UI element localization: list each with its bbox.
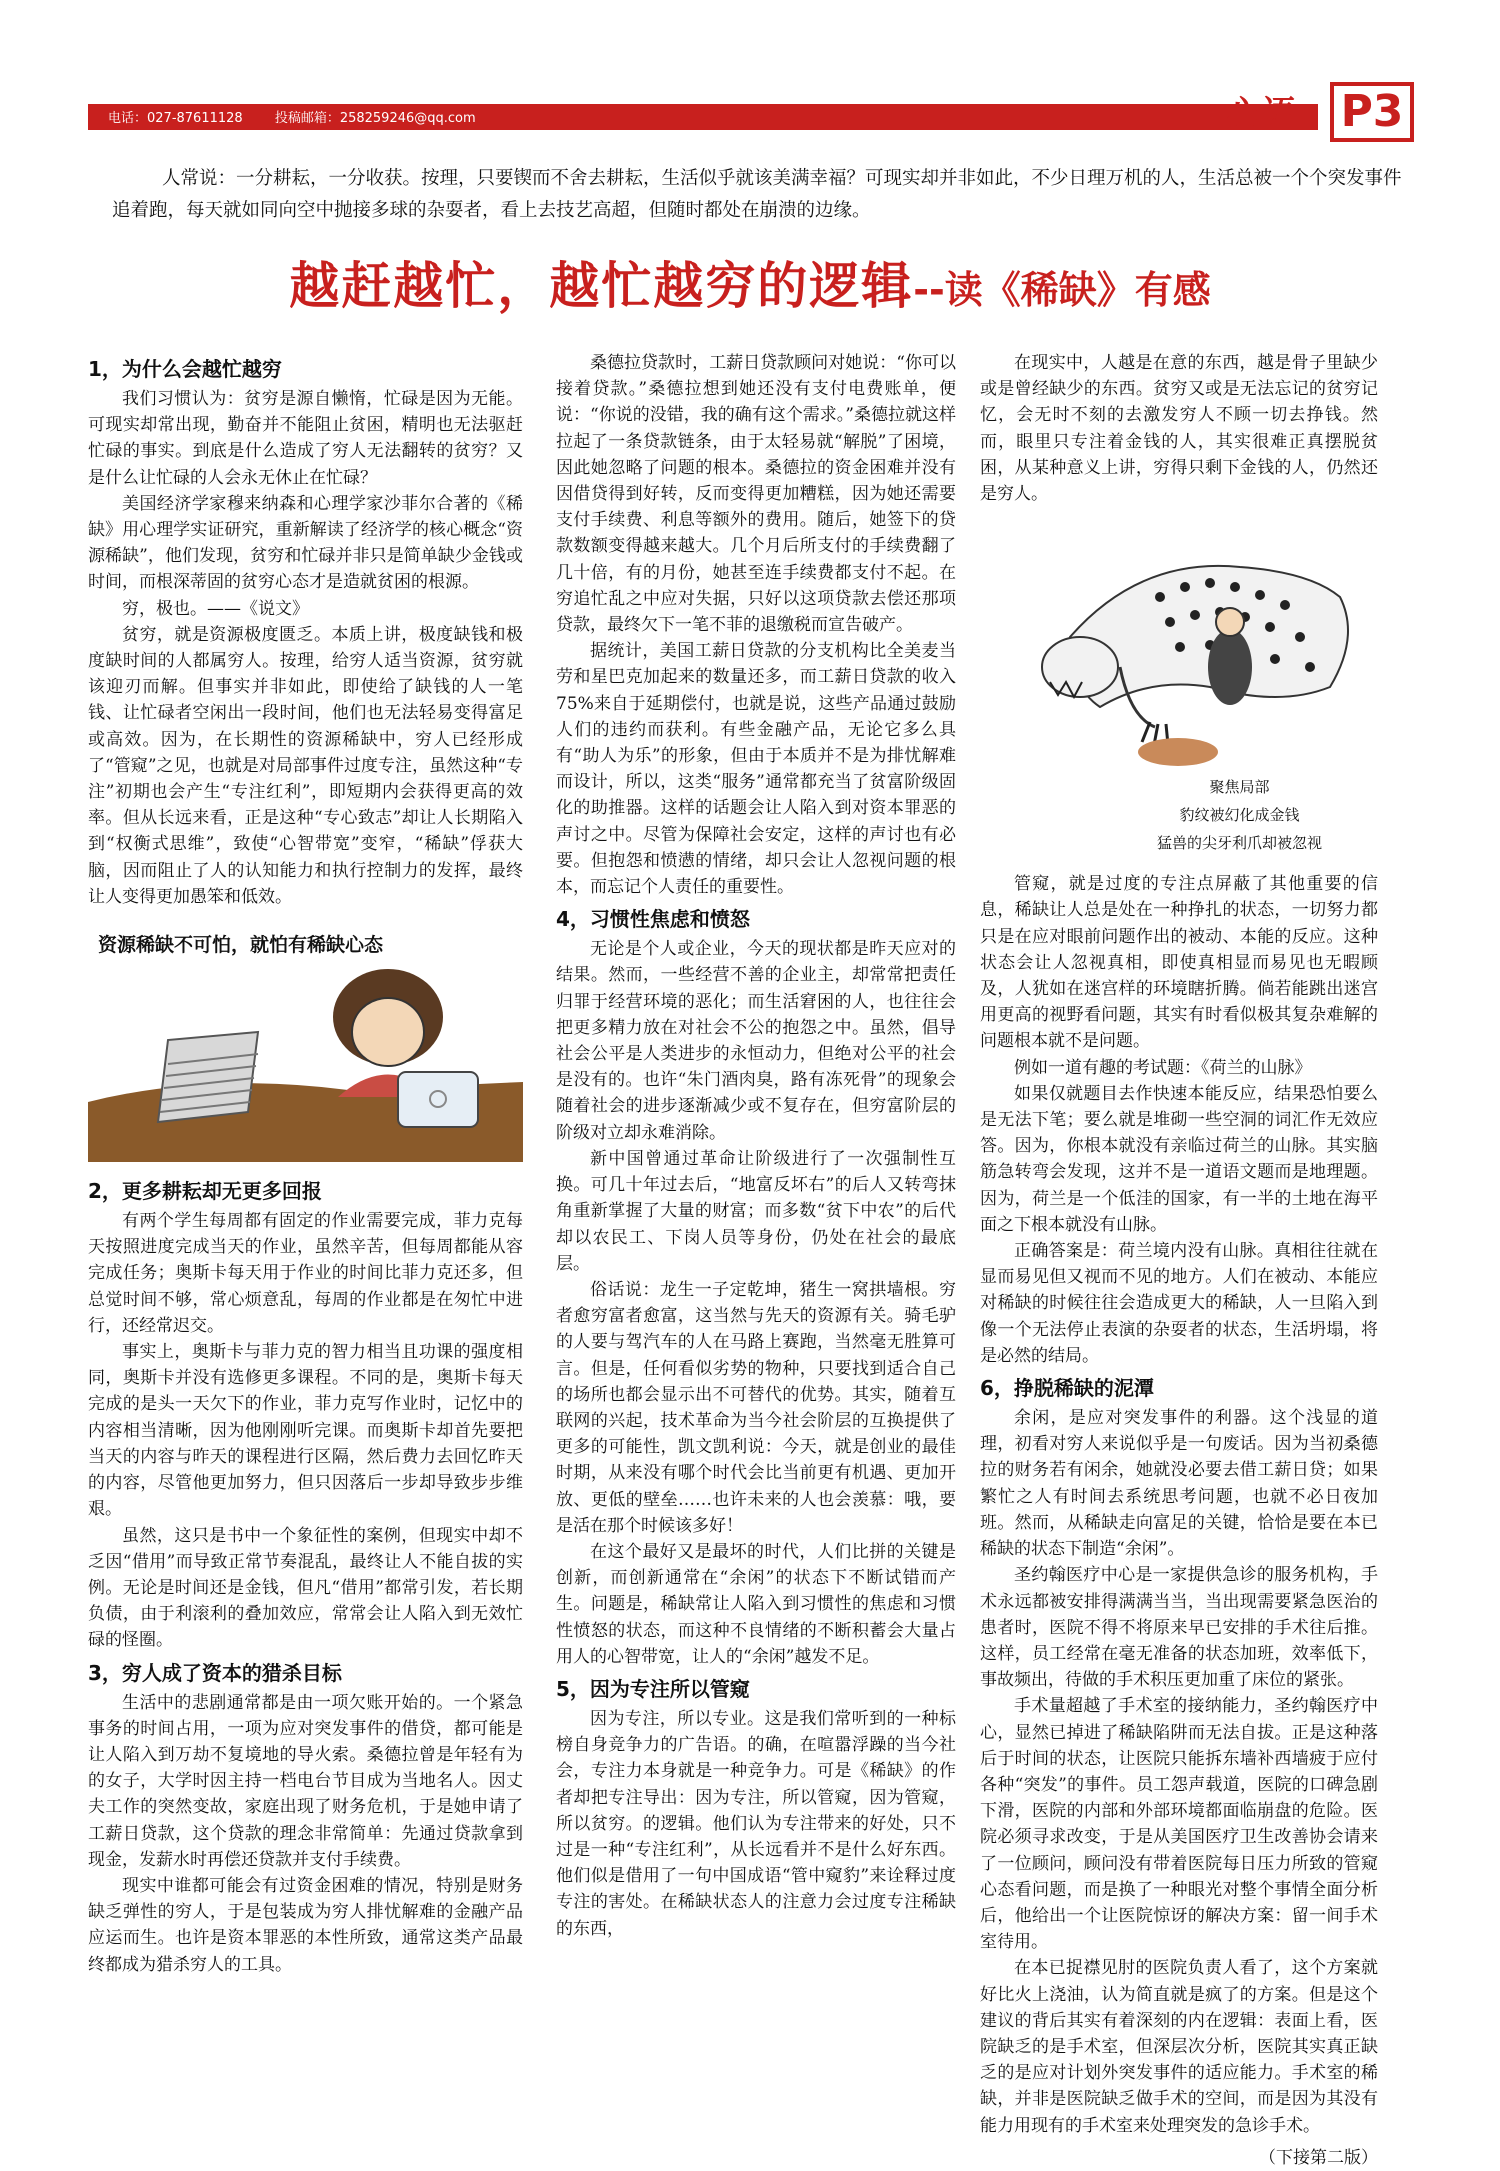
- paragraph: 圣约翰医疗中心是一家提供急诊的服务机构，手术永远都被安排得满满当当，当出现需要紧急医治的患者时，医院不得不将原来早已安排的手术往后推。这样，员工经常在毫无准备的状态加班，效率低下，事故频出，待做的手术积压更加重了床位的紧张。: [980, 1565, 1378, 1691]
- figure-captions: [1157, 773, 1322, 857]
- paragraph: 在本已捉襟见肘的医院负责人看了，这个方案就好比火上浇油，认为简直就是疯了的方案。但是这个建议的背后其实有着深刻的内在逻辑：表面上看，医院缺乏的是手术室，但深层次分析，医院其实真正缺乏的是应对计划外突发事件的适应能力。手术室的稀缺，并非是医院缺乏做手术的空间，而是因为其没有能力用现有的手术室来处理突发的急诊手术。: [980, 1958, 1378, 2136]
- paragraph: 现实中谁都可能会有过资金困难的情况，特别是财务缺乏弹性的穷人，于是包装成为穷人排忧解难的金融产品应运而生。也许是资本罪恶的本性所致，通常这类产品最终都成为猎杀穷人的工具。: [88, 1875, 523, 1975]
- paragraph: 正确答案是：荷兰境内没有山脉。真相往往就在显而易见但又视而不见的地方。人们在被动、本能应对稀缺的时候往往会造成更大的稀缺，人一旦陷入到像一个无法停止表演的杂耍者的状态，生活坍塌，将是必然的结局。: [980, 1241, 1378, 1366]
- paragraph: 在现实中，人越是在意的东西，越是骨子里缺少或是曾经缺少的东西。贫穷又或是无法忘记的贫穷记忆，会无时不刻的去激发穷人不顾一切去挣钱。然而，眼里只专注着金钱的人，其实很难正真摆脱贫困，从某种意义上讲，穷得只剩下金钱的人，仍然还是穷人。: [980, 353, 1378, 505]
- intro-text: 人常说：一分耕耘，一分收获。按理，只要锲而不舍去耕耘，生活似乎就该美满幸福？可现实却并非如此，不少日理万机的人，生活总被一个个突发事件追着跑，每天就如同向空中抛接多球的杂耍者，看上去技艺高超，但随时都处在崩溃的边缘。: [112, 168, 1402, 221]
- laptop-icon: [398, 1072, 478, 1127]
- page-number-badge: P3: [1330, 82, 1414, 142]
- headline: [0, 246, 1500, 318]
- paragraph: 美国经济学家穆来纳森和心理学家沙菲尔合著的《稀缺》用心理学实证研究，重新解读了经济学的核心概念“资源稀缺”，他们发现，贫穷和忙碌并非只是简单缺少金钱或时间，而根深蒂固的贫穷心态才是造就贫困的根源。: [88, 493, 523, 593]
- ground-shadow: [1138, 738, 1218, 766]
- figure-caption-1: 聚焦局部: [1209, 778, 1270, 797]
- paragraph: 无论是个人或企业，今天的现状都是昨天应对的结果。然而，一些经营不善的企业主，却常常把责任归罪于经营环境的恶化；而生活窘困的人，也往往会把更多精力放在对社会不公的抱怨之中。虽然，倡导社会公平是人类进步的永恒动力，但绝对公平的社会是没有的。也许“朱门酒肉臭，路有冻死骨”的现象会随着社会的进步逐渐减少或不复存在，但穷富阶层的阶级对立却永难消除。: [556, 939, 956, 1143]
- paragraph: 桑德拉贷款时，工薪日贷款顾问对她说：“你可以接着贷款。”桑德拉想到她还没有支付电费账单，便说：“你说的没错，我的确有这个需求。”桑德拉就这样拉起了一条贷款链条，由于太轻易就“解脱”了困境，因此她忽略了问题的根本。桑德拉的资金困难并没有因借贷得到好转，反而变得更加糟糕，因为她还需要支付手续费、利息等额外的费用。随后，她签下的贷款数额变得越来越大。几个月后所支付的手续费翻了几十倍，有的月份，她甚至连手续费都支付不起。在穷追忙乱之中应对失据，只好以这项贷款去偿还那项贷款，最终欠下一笔不菲的退缴税而宣告破产。: [556, 353, 956, 636]
- figure-caption-3: 猛兽的尖牙利爪却被忽视: [1156, 834, 1322, 853]
- illustration-leopard: [980, 517, 1378, 857]
- header-email: 投稿邮箱：258259246@qq.com: [274, 111, 476, 126]
- column-1: [88, 350, 523, 1978]
- paragraph: 有两个学生每周都有固定的作业需要完成，菲力克每天按照进度完成当天的作业，虽然辛苦，但每周都能从容完成任务；奥斯卡每天用于作业的时间比菲力克还多，但总觉时间不够，常心烦意乱，每周的作业都是在匆忙中进行，还经常迟交。: [88, 1211, 523, 1336]
- paragraph: 手术量超越了手术室的接纳能力，圣约翰医疗中心，显然已掉进了稀缺陷阱而无法自拔。正是这种落后于时间的状态，让医院只能拆东墙补西墙疲于应付各种“突发”的事件。员工怨声载道，医院的口碑急剧下滑，医院的内部和外部环境都面临崩盘的危险。医院必须寻求改变，于是从美国医疗卫生改善协会请来了一位顾问，顾问没有带着医院每日压力所致的管窥心态看问题，而是换了一种眼光对整个事情全面分析后，他给出一个让医院惊讶的解决方案：留一间手术室待用。: [980, 1696, 1378, 1953]
- section-heading-4: 4，习惯性焦虑和愤怒: [556, 907, 750, 932]
- paragraph: 虽然，这只是书中一个象征性的案例，但现实中却不乏因“借用”而导致正常节奏混乱，最终让人不能自拔的实例。无论是时间还是金钱，但凡“借用”都常引发，若长期负债，由于利滚利的叠加效应，常常会让人陷入到无效忙碌的怪圈。: [88, 1525, 523, 1651]
- figure-caption-2: 豹纹被幻化成金钱: [1179, 806, 1300, 825]
- continued-note: （下接第二版）: [1259, 2147, 1378, 2168]
- paragraph: 例如一道有趣的考试题：《荷兰的山脉》: [1014, 1057, 1312, 1078]
- man-head: [1216, 608, 1244, 636]
- section-heading-6: 6，挣脱稀缺的泥潭: [980, 1376, 1154, 1401]
- header-contact: [108, 107, 504, 126]
- paragraph: 新中国曾通过革命让阶级进行了一次强制性互换。可几十年过去后，“地富反坏右”的后人又转弯抹角重新掌握了大量的财富；而多数“贫下中农”的后代却以农民工、下岗人员等身份，仍处在社会的最底层。: [556, 1148, 956, 1274]
- paragraph: 贫穷，就是资源极度匮乏。本质上讲，极度缺钱和极度缺时间的人都属穷人。按理，给穷人适当资源，贫穷就该迎刃而解。但事实并非如此，即使给了缺钱的人一笔钱、让忙碌者空闲出一段时间，他们也无法轻易变得富足或高效。因为，在长期性的资源稀缺中，穷人已经形成了“管窥”之见，也就是对局部事件过度专注，虽然这种“专注”初期也会产生“专注红利”，即短期内会获得更高的效率。但从长远来看，正是这种“专心致志”却让人长期陷入到“权衡式思维”，致使“心智带宽”变窄，“稀缺”俘获大脑，因而阻止了人的认知能力和执行控制力的发挥，最终让人变得更加愚笨和低效。: [88, 624, 523, 907]
- headline-main: 越赶越忙，越忙越穷的逻辑: [289, 257, 914, 315]
- section-heading-1: 1，为什么会越忙越穷: [88, 357, 282, 381]
- paragraph: 穷，极也。——《说文》: [122, 598, 309, 619]
- column-2: [556, 350, 956, 1942]
- paragraph: 余闲，是应对突发事件的利器。这个浅显的道理，初看对穷人来说似乎是一句废话。因为当初桑德拉的财务若有闲余，她就没必要去借工薪日贷；如果繁忙之人有时间去系统思考问题，也就不必日夜加班。然而，从稀缺走向富足的关键，恰恰是要在本已稀缺的状态下制造“余闲”。: [980, 1408, 1378, 1560]
- paragraph: 事实上，奥斯卡与菲力克的智力相当且功课的强度相同，奥斯卡并没有选修更多课程。不同的是，奥斯卡每天完成的是头一天欠下的作业，菲力克写作业时，记忆中的内容相当清晰，因为他刚刚听完课。而奥斯卡却首先要把当天的内容与昨天的课程进行区隔，然后费力去回忆昨天的内容，尽管他更加努力，但只因落后一步却导致步步维艰。: [88, 1342, 523, 1520]
- paragraph: 因为专注，所以专业。这是我们常听到的一种标榜自身竞争力的广告语。的确，在喧嚣浮躁的当今社会，专注力本身就是一种竞争力。可是《稀缺》的作者却把专注导出：因为专注，所以管窥，因为管窥，所以贫穷。的逻辑。他们认为专注带来的好处，只不过是一种“专注红利”，从长远看并不是什么好东西。他们似是借用了一句中国成语“管中窥豹”来诠释过度专注的害处。在稀缺状态人的注意力会过度专注稀缺的东西，: [556, 1708, 956, 1939]
- paper-stack-icon: [158, 1032, 258, 1122]
- paragraph: 在这个最好又是最坏的时代，人们比拼的关键是创新，而创新通常在“余闲”的状态下不断试错而产生。问题是，稀缺常让人陷入到习惯性的焦虑和习惯性愤怒的状态，而这种不良情绪的不断积蓄会大量占用人的心智带宽，让人的“余闲”越发不足。: [556, 1541, 956, 1667]
- paragraph: 生活中的悲剧通常都是由一项欠账开始的。一个紧急事务的时间占用，一项为应对突发事件的借贷，都可能是让人陷入到万劫不复境地的导火索。桑德拉曾是年轻有为的女子，大学时因主持一档电台节目成为当地名人。因丈夫工作的突然变故，家庭出现了财务危机，于是她申请了工薪日贷款，这个贷款的理念非常简单：先通过贷款拿到现金，发薪水时再偿还贷款并支付手续费。: [88, 1692, 523, 1870]
- man-figure: [1208, 629, 1252, 705]
- paragraph: 据统计，美国工薪日贷款的分支机构比全美麦当劳和星巴克加起来的数量还多，而工薪日贷款的收入75%来自于延期偿付，也就是说，这些产品通过鼓励人们的违约而获利。有些金融产品，无论它多么具有“助人为乐”的形象，但由于本质并不是为排忧解难而设计，所以，这类“服务”通常都充当了贫富阶级固化的助推器。这样的话题会让人陷入到对资本罪恶的声讨之中。尽管为保障社会安定，这样的声讨也有必要。但抱怨和愤懑的情绪，却只会让人忽视问题的根本，而忘记个人责任的重要性。: [556, 641, 956, 898]
- woman-face: [352, 998, 424, 1066]
- intro-paragraph: [112, 163, 1402, 227]
- paragraph: 如果仅就题目去作快速本能反应，结果恐怕要么是无法下笔；要么就是堆砌一些空洞的词汇作无效应答。因为，你根本就没有亲临过荷兰的山脉。其实脑筋急转弯会发现，这并不是一道语文题而是地理题。因为，荷兰是一个低洼的国家，有一半的土地在海平面之下根本就没有山脉。: [980, 1083, 1378, 1235]
- illustration-scarcity-mindset: [88, 922, 523, 1162]
- header-phone: 电话：027-87611128: [108, 111, 243, 126]
- paragraph: 管窥，就是过度的专注点屏蔽了其他重要的信息，稀缺让人总是处在一种挣扎的状态，一切努力都只是在应对眼前问题作出的被动、本能的反应。这种状态会让人忽视真相，即使真相显而易见也无暇顾及，人犹如在迷宫样的环境瞎折腾。倘若能跳出迷宫用更高的视野看问题，其实有时看似极其复杂难解的问题根本就不是问题。: [980, 874, 1378, 1052]
- paragraph: 俗话说：龙生一子定乾坤，猪生一窝拱墙根。穷者愈穷富者愈富，这当然与先天的资源有关。骑毛驴的人要与驾汽车的人在马路上赛跑，当然毫无胜算可言。但是，任何看似劣势的物种，只要找到适合自己的场所也都会显示出不可替代的优势。其实，随着互联网的兴起，技术革命为当今社会阶层的互换提供了更多的可能性，凯文凯利说：今天，就是创业的最佳时期，从来没有哪个时代会比当前更有机遇、更加开放、更低的壁垒……也许未来的人也会羡慕：哦，要是活在那个时候该多好！: [556, 1279, 956, 1536]
- section-heading-5: 5，因为专注所以管窥: [556, 1676, 750, 1701]
- illustration-leopard-art: [980, 517, 1378, 777]
- section-heading-3: 3，穷人成了资本的猎杀目标: [88, 1660, 342, 1685]
- illustration-caption: 资源稀缺不可怕，就怕有稀缺心态: [98, 934, 384, 957]
- paragraph: 我们习惯认为：贫穷是源自懒惰，忙碌是因为无能。可现实却常出现，勤奋并不能阻止贫困，精明也无法驱赶忙碌的事实。到底是什么造成了穷人无法翻转的贫穷？又是什么让忙碌的人会永无休止在忙碌？: [88, 389, 523, 488]
- column-3: [980, 350, 1378, 2171]
- headline-sub: --读《稀缺》有感: [913, 268, 1211, 312]
- section-heading-2: 2，更多耕耘却无更多回报: [88, 1179, 322, 1204]
- section-name: 心语: [1226, 94, 1298, 134]
